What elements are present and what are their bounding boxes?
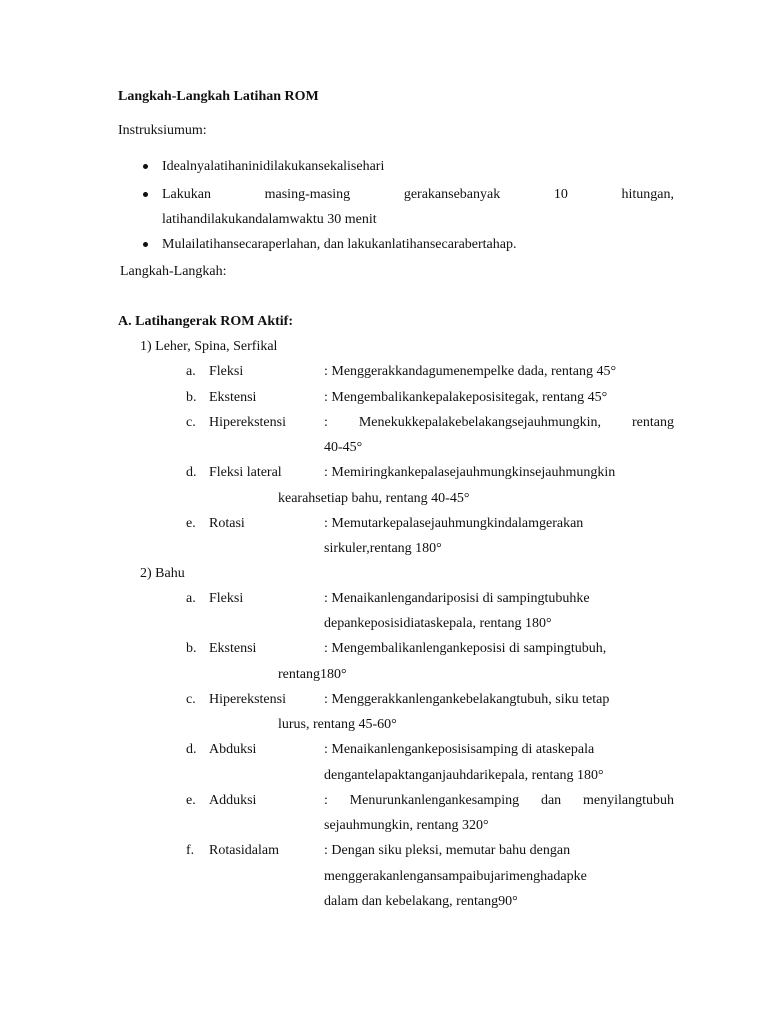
item-description: : Menaikanlengankeposisisamping di ataskepala bbox=[324, 742, 595, 757]
item-letter: a. bbox=[186, 364, 196, 379]
item-letter: c. bbox=[186, 692, 196, 707]
item-name: Rotasidalam bbox=[209, 843, 279, 858]
item-letter: e. bbox=[186, 793, 196, 808]
langkah-label: Langkah-Langkah: bbox=[120, 264, 227, 279]
item-description: : Menggerakkanlengankebelakangtubuh, siku tetap bbox=[324, 692, 610, 707]
item-letter: e. bbox=[186, 516, 196, 531]
document-title: Langkah-Langkah Latihan ROM bbox=[118, 89, 319, 104]
bullet-2-word: 10 bbox=[553, 187, 568, 202]
desc-word: Menurunkanlengankesamping bbox=[349, 793, 520, 808]
item-description bbox=[324, 792, 674, 809]
desc-word: menyilangtubuh bbox=[582, 793, 674, 808]
item-name: Abduksi bbox=[209, 742, 257, 757]
desc-word: rentang bbox=[632, 415, 674, 430]
item-description: : Menaikanlengandariposisi di sampingtubuhke bbox=[324, 591, 590, 606]
item-description-continuation: lurus, rentang 45-60° bbox=[278, 717, 397, 732]
desc-word: Menekukkepalakebelakangsejauhmungkin, bbox=[358, 415, 602, 430]
item-name: Hiperekstensi bbox=[209, 415, 286, 430]
bullet-1: Idealnyalatihaninidilakukansekalisehari bbox=[162, 159, 385, 174]
bullet-2-continuation: latihandilakukandalamwaktu 30 menit bbox=[162, 212, 377, 227]
item-description: : Menggerakkandagumenempelke dada, rentang 45° bbox=[324, 364, 617, 379]
item-name: Fleksi bbox=[209, 591, 244, 606]
item-name: Ekstensi bbox=[209, 390, 257, 405]
item-description: : Memiringkankepalasejauhmungkinsejauhmungkin bbox=[324, 465, 616, 480]
item-description-continuation: dengantelapaktanganjauhdarikepala, rentang 180° bbox=[324, 768, 604, 783]
section-a-heading: A. Latihangerak ROM Aktif: bbox=[118, 314, 293, 329]
item-description: : Memutarkepalasejauhmungkindalamgerakan bbox=[324, 516, 584, 531]
item-description-continuation: kearahsetiap bahu, rentang 40-45° bbox=[278, 491, 470, 506]
item-letter: b. bbox=[186, 641, 197, 656]
item-name: Ekstensi bbox=[209, 641, 257, 656]
item-description-continuation: menggerakanlengansampaibujarimenghadapke bbox=[324, 869, 587, 884]
item-name: Fleksi bbox=[209, 364, 244, 379]
instruksi-label: Instruksiumum: bbox=[118, 123, 207, 138]
item-description-continuation: 40-45° bbox=[324, 440, 363, 455]
bullet-dot bbox=[143, 242, 148, 247]
bullet-dot bbox=[143, 192, 148, 197]
item-description: : Mengembalikankepalakeposisitegak, rentang 45° bbox=[324, 390, 608, 405]
item-description: : Dengan siku pleksi, memutar bahu dengan bbox=[324, 843, 571, 858]
bullet-2-word: Lakukan bbox=[162, 187, 211, 202]
item-description-continuation: sejauhmungkin, rentang 320° bbox=[324, 818, 489, 833]
group-2-heading: 2) Bahu bbox=[140, 566, 185, 581]
bullet-2-word: masing-masing bbox=[264, 187, 351, 202]
item-description-continuation: depankeposisidiataskepala, rentang 180° bbox=[324, 616, 552, 631]
item-description-continuation: dalam dan kebelakang, rentang90° bbox=[324, 894, 518, 909]
item-name: Fleksi lateral bbox=[209, 465, 282, 480]
item-name: Hiperekstensi bbox=[209, 692, 286, 707]
item-letter: c. bbox=[186, 415, 196, 430]
bullet-3: Mulailatihansecaraperlahan, dan lakukanlatihansecarabertahap. bbox=[162, 237, 517, 252]
bullet-dot bbox=[143, 164, 148, 169]
item-name: Rotasi bbox=[209, 516, 245, 531]
item-letter: d. bbox=[186, 465, 197, 480]
item-name: Adduksi bbox=[209, 793, 257, 808]
item-description bbox=[324, 414, 674, 431]
item-letter: d. bbox=[186, 742, 197, 757]
item-description: : Mengembalikanlengankeposisi di sampingtubuh, bbox=[324, 641, 607, 656]
desc-word: : bbox=[324, 415, 328, 430]
item-description-continuation: rentang180° bbox=[278, 667, 347, 682]
bullet-2 bbox=[162, 186, 674, 203]
bullet-2-word: gerakansebanyak bbox=[403, 187, 501, 202]
item-letter: f. bbox=[186, 843, 195, 858]
item-description-continuation: sirkuler,rentang 180° bbox=[324, 541, 442, 556]
bullet-2-word: hitungan, bbox=[621, 187, 674, 202]
group-1-heading: 1) Leher, Spina, Serfikal bbox=[140, 339, 278, 354]
item-letter: a. bbox=[186, 591, 196, 606]
desc-word: : bbox=[324, 793, 328, 808]
desc-word: dan bbox=[540, 793, 562, 808]
item-letter: b. bbox=[186, 390, 197, 405]
